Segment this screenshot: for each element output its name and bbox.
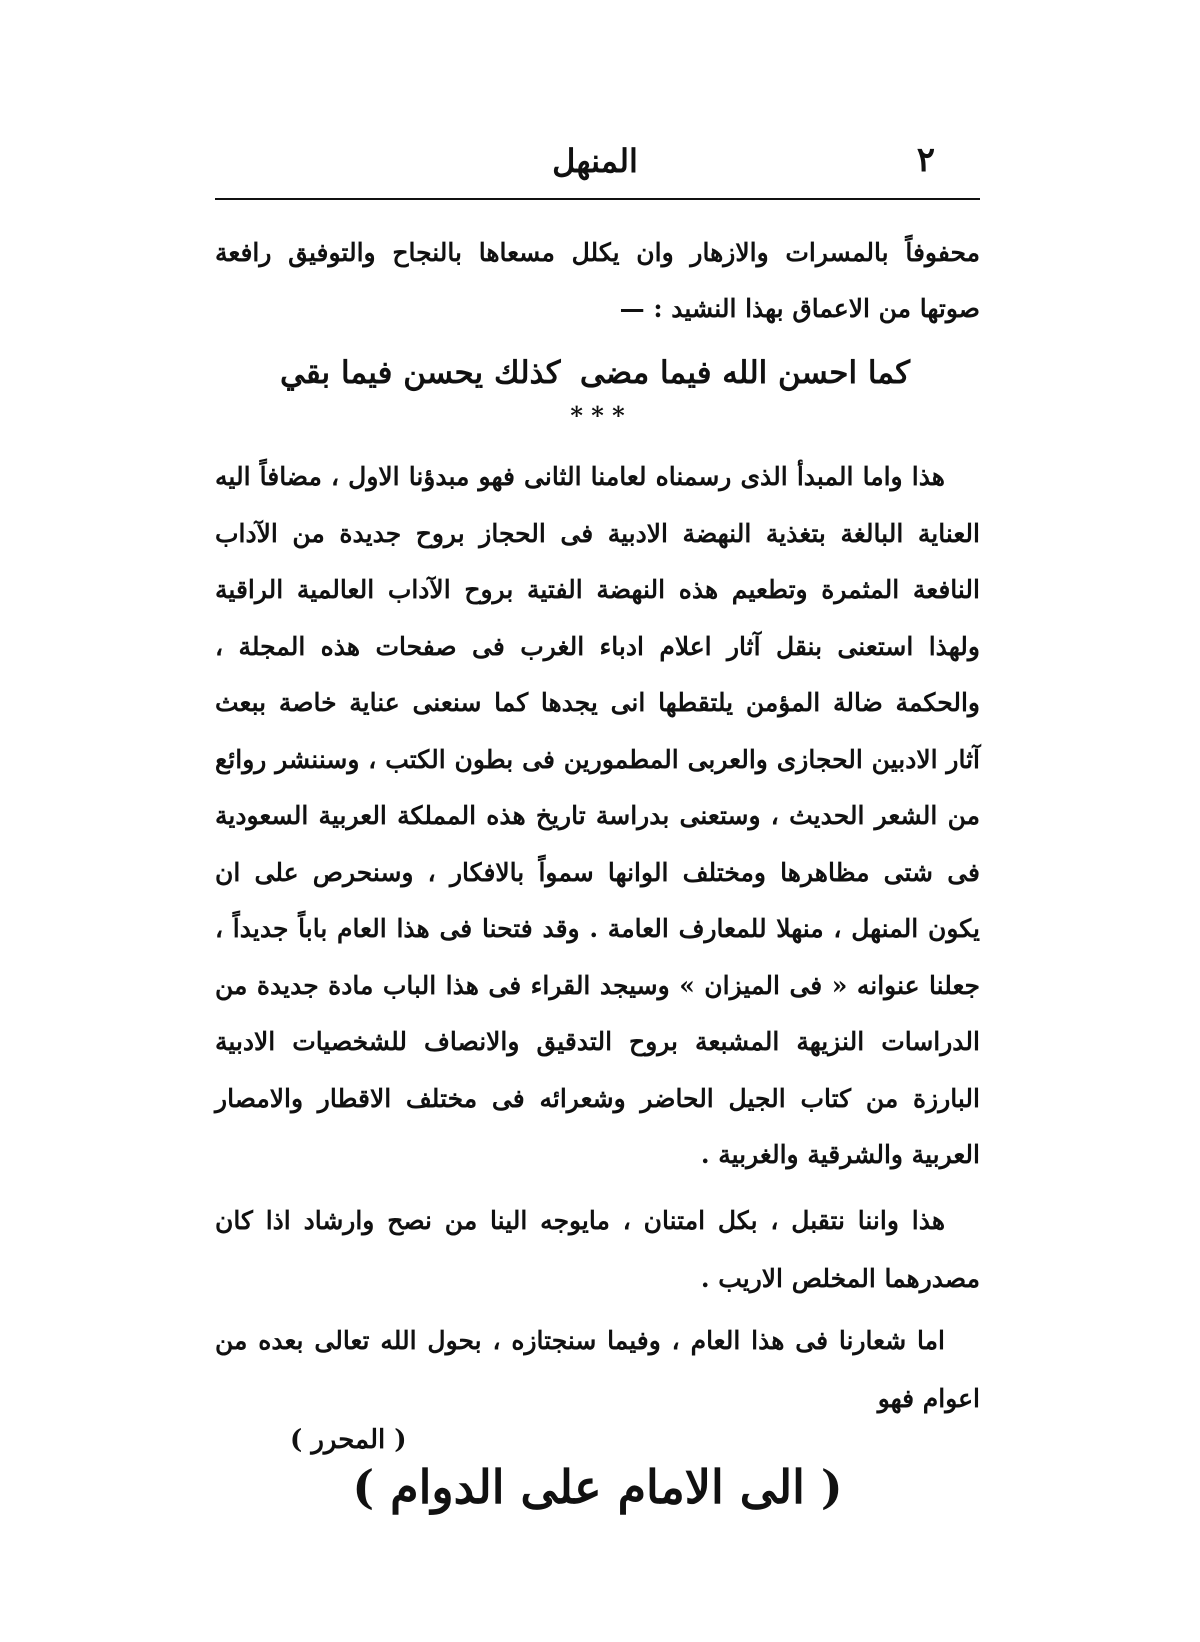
article-body <box>215 225 980 1532</box>
third-paragraph: اما شعارنا فى هذا العام ، وفيما سنجتازه ، بحول الله تعالى بعده من اعوام فهو <box>215 1325 980 1413</box>
page-header <box>215 140 975 190</box>
second-paragraph: هذا واننا نتقبل ، بكل امتنان ، مايوجه الينا من نصح وارشاد اذا كان مصدرهما المخلص الاريب . <box>215 1205 980 1293</box>
intro-paragraph: محفوفاً بالمسرات والازهار وان يكلل مسعاها بالنجاح والتوفيق رافعة صوتها من الاعماق بهذا النشيد : — <box>215 238 980 323</box>
author-signature: ( المحرر ) <box>290 1425 407 1455</box>
header-rule <box>215 198 980 200</box>
main-paragraph: هذا واما المبدأ الذى رسمناه لعامنا الثانى فهو مبدؤنا الاول ، مضافاً اليه العناية البالغة بتغذية النهضة الادبية فى الحجاز بروح جديدة من الآداب النافعة المثمرة وتطعيم هذه النهضة الفتية بروح الآداب العالمية الراقية ولهذا استعنى بنقل آثار اعلام ادباء الغرب فى صفحات هذه المجلة ، والحكمة ضالة المؤمن يلتقطها انى يجدها كما سنعنى عناية خاصة ببعث آثار الادبين الحجازى والعربى المطمورين فى بطون الكتب ، وسننشر روائع من الشعر الحديث ، وستعنى بدراسة تاريخ هذه المملكة العربية السعودية فى شتى مظاهرها ومختلف الوانها سمواً بالافكار ، وسنحرص على ان يكون المنهل ، منهلا للمعارف العامة . وقد فتحنا فى هذا العام باباً جديداً ، جعلنا عنوانه « فى الميزان » وسيجد القراء فى هذا الباب مادة جديدة من الدراسات النزيهة المشبعة بروح التدقيق والانصاف للشخصيات الادبية البارزة من كتاب الجيل الحاضر وشعرائه فى مختلف الاقطار والامصار العربية والشرقية والغربية . <box>215 462 980 1169</box>
journal-title: المنهل <box>552 142 638 180</box>
page-number: ٢ <box>916 140 935 180</box>
poem-verse <box>215 343 980 403</box>
motto-heading: ( الى الامام على الدوام ) <box>352 1459 843 1514</box>
section-separator: * * * <box>570 401 625 430</box>
poem-hemistich-left: كذلك يحسن فيما بقي <box>280 355 561 391</box>
poem-hemistich-right: كما احسن الله فيما مضى <box>579 355 910 391</box>
